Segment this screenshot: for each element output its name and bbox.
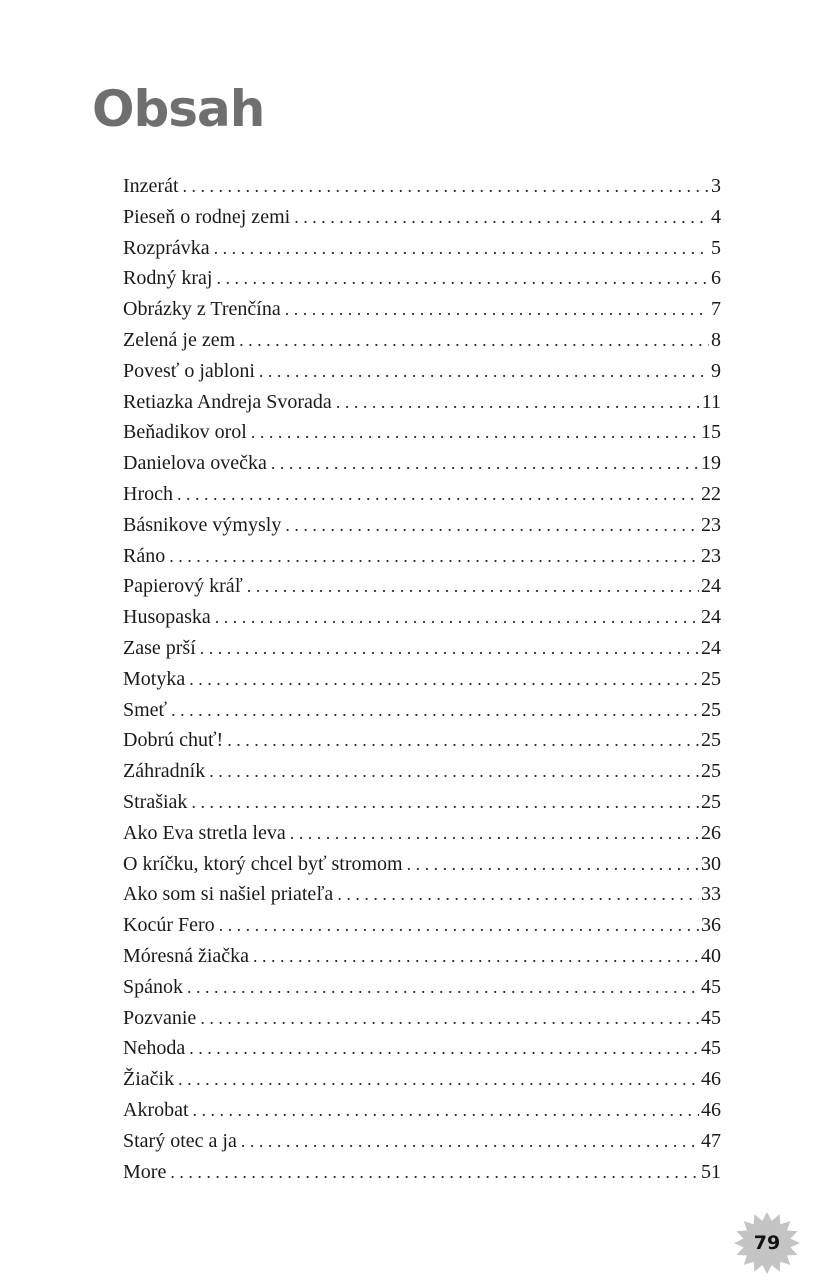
toc-entry-title: Žiačik bbox=[123, 1068, 175, 1091]
toc-entry bbox=[123, 171, 721, 202]
toc-dot-leader bbox=[216, 263, 709, 294]
toc-entry bbox=[123, 695, 721, 726]
toc-entry-page: 33 bbox=[701, 883, 721, 906]
toc-entry-title: Rodný kraj bbox=[123, 267, 213, 290]
toc-entry-title: Obrázky z Trenčína bbox=[123, 298, 281, 321]
toc-entry bbox=[123, 633, 721, 664]
toc-dot-leader bbox=[209, 756, 699, 787]
toc-entry-page: 7 bbox=[711, 298, 721, 321]
toc-entry-page: 11 bbox=[701, 390, 721, 413]
toc-entry-title: Motyka bbox=[123, 667, 186, 690]
toc-dot-leader bbox=[183, 171, 709, 202]
toc-dot-leader bbox=[177, 479, 699, 510]
toc-entry bbox=[123, 602, 721, 633]
toc-dot-leader bbox=[294, 202, 709, 233]
toc-entry-title: Móresná žiačka bbox=[123, 944, 250, 967]
toc-entry-title: Strašiak bbox=[123, 790, 188, 813]
toc-entry-title: Danielova ovečka bbox=[123, 452, 267, 475]
toc-entry-title: Retiazka Andreja Svorada bbox=[123, 390, 332, 413]
toc-entry-title: Ako som si našiel priateľa bbox=[123, 883, 334, 906]
toc-dot-leader bbox=[251, 417, 699, 448]
toc-entry-page: 25 bbox=[701, 667, 721, 690]
toc-dot-leader bbox=[247, 571, 699, 602]
toc-entry bbox=[123, 541, 721, 572]
toc-entry bbox=[123, 479, 721, 510]
toc-entry-page: 46 bbox=[701, 1068, 721, 1091]
toc-entry-page: 30 bbox=[701, 852, 721, 875]
toc-entry-title: More bbox=[123, 1160, 167, 1183]
toc-dot-leader bbox=[215, 602, 699, 633]
toc-entry-page: 3 bbox=[711, 175, 721, 197]
toc-entry-page: 25 bbox=[701, 729, 721, 752]
toc-dot-leader bbox=[290, 818, 699, 849]
toc-entry-page: 9 bbox=[711, 359, 721, 382]
toc-dot-leader bbox=[193, 1095, 699, 1126]
toc-entry-title: Básnikove výmysly bbox=[123, 513, 282, 536]
toc-entry-title: Beňadikov orol bbox=[123, 421, 247, 444]
toc-entry-title: Husopaska bbox=[123, 606, 211, 629]
toc-entry-page: 45 bbox=[701, 1037, 721, 1060]
toc-dot-leader bbox=[253, 941, 699, 972]
toc-dot-leader bbox=[239, 325, 709, 356]
toc-entry bbox=[123, 510, 721, 541]
toc-dot-leader bbox=[200, 633, 699, 664]
toc-entry-page: 6 bbox=[711, 267, 721, 290]
toc-entry bbox=[123, 725, 721, 756]
toc-dot-leader bbox=[407, 849, 699, 880]
toc-entry-title: Povesť o jabloni bbox=[123, 359, 255, 382]
toc-entry-page: 47 bbox=[701, 1129, 721, 1152]
toc-dot-leader bbox=[170, 1157, 699, 1188]
toc-entry-title: Smeť bbox=[123, 698, 168, 721]
toc-entry-page: 25 bbox=[701, 790, 721, 813]
toc-entry-page: 23 bbox=[701, 544, 721, 567]
toc-entry bbox=[123, 756, 721, 787]
toc-entry-title: Rozprávka bbox=[123, 236, 210, 259]
toc-entry-page: 24 bbox=[701, 575, 721, 598]
toc-entry-title: Pozvanie bbox=[123, 1006, 197, 1029]
toc-entry bbox=[123, 417, 721, 448]
toc-entry bbox=[123, 263, 721, 294]
toc-entry bbox=[123, 325, 721, 356]
toc-entry-page: 36 bbox=[701, 914, 721, 937]
toc-entry bbox=[123, 1003, 721, 1034]
toc-dot-leader bbox=[241, 1126, 699, 1157]
toc-entry-page: 22 bbox=[701, 482, 721, 505]
table-of-contents bbox=[123, 171, 721, 1187]
toc-entry bbox=[123, 1095, 721, 1126]
toc-dot-leader bbox=[169, 541, 699, 572]
toc-entry-page: 19 bbox=[701, 452, 721, 475]
toc-dot-leader bbox=[227, 725, 699, 756]
page-number-badge bbox=[730, 1210, 804, 1278]
toc-entry bbox=[123, 941, 721, 972]
toc-entry-title: Zase prší bbox=[123, 636, 196, 659]
toc-entry bbox=[123, 910, 721, 941]
toc-dot-leader bbox=[337, 879, 699, 910]
toc-entry-page: 5 bbox=[711, 236, 721, 259]
toc-entry-page: 40 bbox=[701, 944, 721, 967]
toc-entry-title: Kocúr Fero bbox=[123, 914, 215, 937]
toc-entry bbox=[123, 664, 721, 695]
toc-entry bbox=[123, 202, 721, 233]
page-title: Obsah bbox=[92, 80, 265, 138]
toc-entry-page: 25 bbox=[701, 760, 721, 783]
toc-entry bbox=[123, 879, 721, 910]
toc-entry-page: 8 bbox=[711, 328, 721, 351]
toc-entry-page: 4 bbox=[711, 205, 721, 228]
toc-dot-leader bbox=[200, 1003, 699, 1034]
toc-entry bbox=[123, 387, 721, 418]
toc-dot-leader bbox=[187, 972, 699, 1003]
toc-entry bbox=[123, 1126, 721, 1157]
toc-entry bbox=[123, 1064, 721, 1095]
toc-entry bbox=[123, 787, 721, 818]
toc-entry bbox=[123, 448, 721, 479]
toc-entry-title: Záhradník bbox=[123, 760, 206, 783]
toc-entry-title: O kríčku, ktorý chcel byť stromom bbox=[123, 852, 403, 875]
toc-entry bbox=[123, 849, 721, 880]
toc-entry-title: Ako Eva stretla leva bbox=[123, 821, 286, 844]
toc-entry-title: Papierový kráľ bbox=[123, 575, 243, 598]
toc-entry-title: Starý otec a ja bbox=[123, 1129, 237, 1152]
toc-entry bbox=[123, 1157, 721, 1188]
toc-entry-page: 24 bbox=[701, 636, 721, 659]
toc-dot-leader bbox=[259, 356, 709, 387]
toc-dot-leader bbox=[191, 787, 699, 818]
toc-dot-leader bbox=[219, 910, 699, 941]
toc-dot-leader bbox=[189, 1033, 699, 1064]
toc-entry-title: Pieseň o rodnej zemi bbox=[123, 205, 291, 228]
toc-entry-title: Inzerát bbox=[123, 175, 179, 197]
toc-entry-page: 46 bbox=[701, 1098, 721, 1121]
toc-entry-page: 45 bbox=[701, 1006, 721, 1029]
toc-dot-leader bbox=[271, 448, 699, 479]
toc-entry-page: 24 bbox=[701, 606, 721, 629]
toc-dot-leader bbox=[285, 510, 699, 541]
toc-dot-leader bbox=[285, 294, 709, 325]
toc-dot-leader bbox=[171, 695, 699, 726]
toc-dot-leader bbox=[336, 387, 700, 418]
toc-entry bbox=[123, 233, 721, 264]
toc-entry bbox=[123, 1033, 721, 1064]
toc-entry bbox=[123, 571, 721, 602]
toc-entry-title: Dobrú chuť! bbox=[123, 729, 224, 752]
toc-entry-title: Akrobat bbox=[123, 1098, 189, 1121]
page-number: 79 bbox=[753, 1232, 781, 1254]
toc-entry-page: 51 bbox=[701, 1160, 721, 1183]
toc-entry-title: Nehoda bbox=[123, 1037, 186, 1060]
toc-entry-page: 15 bbox=[701, 421, 721, 444]
toc-entry bbox=[123, 356, 721, 387]
toc-entry-title: Spánok bbox=[123, 975, 183, 998]
toc-dot-leader bbox=[178, 1064, 699, 1095]
toc-entry bbox=[123, 972, 721, 1003]
toc-entry-title: Hroch bbox=[123, 482, 173, 505]
toc-entry-title: Ráno bbox=[123, 544, 166, 567]
toc-entry-page: 25 bbox=[701, 698, 721, 721]
toc-dot-leader bbox=[189, 664, 699, 695]
toc-entry bbox=[123, 818, 721, 849]
toc-entry-page: 23 bbox=[701, 513, 721, 536]
toc-entry bbox=[123, 294, 721, 325]
toc-entry-page: 26 bbox=[701, 821, 721, 844]
toc-entry-page: 45 bbox=[701, 975, 721, 998]
toc-dot-leader bbox=[214, 233, 709, 264]
toc-entry-title: Zelená je zem bbox=[123, 328, 236, 351]
